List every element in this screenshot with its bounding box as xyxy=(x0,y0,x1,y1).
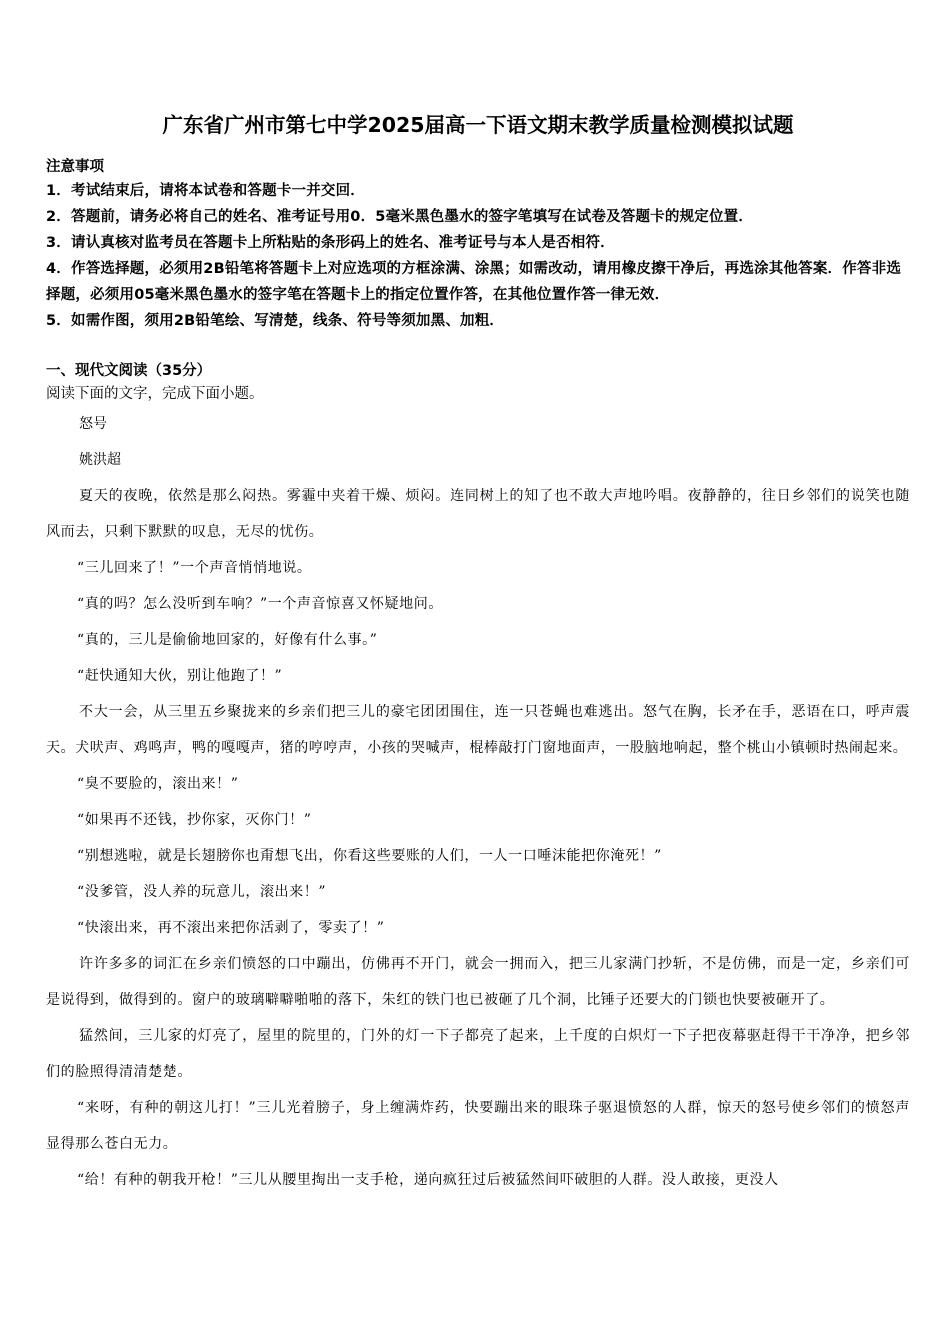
story-paragraph: 猛然间，三儿家的灯亮了，屋里的院里的，门外的灯一下子都亮了起来，上千度的白炽灯一下子把夜幕驱赶得干干净净，把乡邻们的脸照得清清楚楚。 xyxy=(46,1028,910,1080)
story-paragraph: 不大一会，从三里五乡聚拢来的乡亲们把三儿的豪宅团团围住，连一只苍蝇也难逃出。怒气在胸，长矛在手，恶语在口，呼声震天。犬吠声、鸡鸣声，鸭的嘎嘎声，猪的哼哼声，小孩的哭喊声，棍棒敲打门窗地面声，一股脑地响起，整个桃山小镇顿时热闹起来。 xyxy=(46,704,910,756)
story-paragraph: “真的吗？怎么没听到车响？”一个声音惊喜又怀疑地问。 xyxy=(77,596,443,612)
notice-item: 5．如需作图，须用2B铅笔绘、写清楚，线条、符号等须加黑、加粗． xyxy=(46,313,505,329)
story-paragraph: “来呀，有种的朝这儿打！”三儿光着膀子，身上缠满炸药，快要蹦出来的眼珠子驱退愤怒的人群，惊天的怒号使乡邻们的愤怒声显得那么苍白无力。 xyxy=(46,1100,910,1152)
story-paragraph: “三儿回来了！”一个声音悄悄地说。 xyxy=(77,560,312,576)
story-author: 姚洪超 xyxy=(79,452,121,468)
story-paragraph: “给！有种的朝我开枪！”三儿从腰里掏出一支手枪，递向疯狂过后被猛然间吓破胆的人群。没人敢接，更没人 xyxy=(77,1172,779,1188)
exam-title: 广东省广州市第七中学2025届高一下语文期末教学质量检测模拟试题 xyxy=(162,113,794,137)
story-paragraph: “真的，三儿是偷偷地回家的，好像有什么事。” xyxy=(77,632,378,648)
notice-item: 4．作答选择题，必须用2B铅笔将答题卡上对应选项的方框涂满、涂黑；如需改动，请用橡皮擦干净后，再选涂其他答案．作答非选择题，必须用05毫米黑色墨水的签字笔在答题卡上的指定位置作答，在其他位置作答一律无效． xyxy=(46,261,902,303)
story-title: 怒号 xyxy=(79,416,107,432)
notice-list xyxy=(46,178,910,334)
story-paragraph: 夏天的夜晚，依然是那么闷热。雾霾中夹着干燥、烦闷。连同树上的知了也不敢大声地吟唱。夜静静的，往日乡邻们的说笑也随风而去，只剩下默默的叹息，无尽的忧伤。 xyxy=(46,488,910,540)
notice-item: 1．考试结束后，请将本试卷和答题卡一并交回． xyxy=(46,183,365,199)
story-paragraph: “没爹管，没人养的玩意儿，滚出来！” xyxy=(77,884,327,900)
story-paragraph: “如果再不还钱，抄你家，灭你门！” xyxy=(77,812,312,828)
notice-item: 3．请认真核对监考员在答题卡上所粘贴的条形码上的姓名、准考证号与本人是否相符． xyxy=(46,235,615,251)
story-paragraph: 许许多多的词汇在乡亲们愤怒的口中蹦出，仿佛再不开门，就会一拥而入，把三儿家满门抄斩，不是仿佛，而是一定，乡亲们可是说得到，做得到的。窗户的玻璃噼噼啪啪的落下，朱红的铁门也已被砸了几个洞，比锤子还要大的门锁也快要被砸开了。 xyxy=(46,956,910,1008)
notice-heading: 注意事项 xyxy=(46,159,104,175)
story-paragraph: “别想逃啦，就是长翅膀你也甭想飞出，你看这些要账的人们，一人一口唾沫能把你淹死！” xyxy=(77,848,662,864)
section-instruction: 阅读下面的文字，完成下面小题。 xyxy=(46,386,264,402)
notice-item: 2．答题前，请务必将自己的姓名、准考证号用0．5毫米黑色墨水的签字笔填写在试卷及答题卡的规定位置． xyxy=(46,209,754,225)
story-paragraph: “快滚出来，再不滚出来把你活剥了，零卖了！” xyxy=(77,920,385,936)
exam-page xyxy=(46,108,910,1198)
section-heading: 一、现代文阅读（35分） xyxy=(46,363,212,379)
story-paragraph: “赶快通知大伙，别让他跑了！” xyxy=(77,668,283,684)
story-paragraph: “臭不要脸的，滚出来！” xyxy=(77,776,239,792)
